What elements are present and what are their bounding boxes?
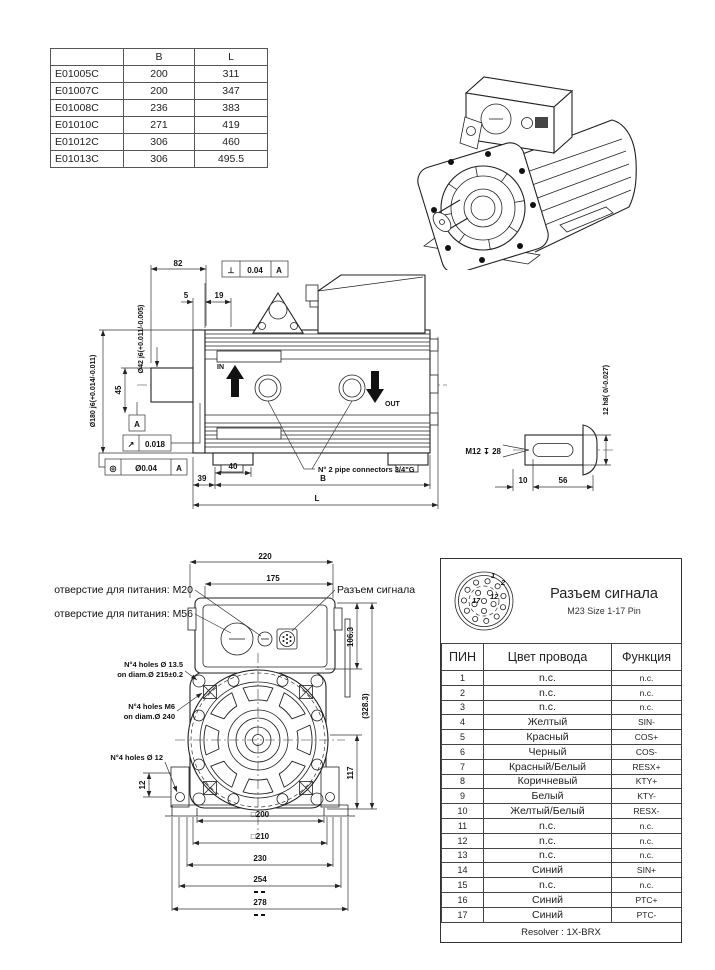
pin-table xyxy=(441,643,682,923)
wire-color: Синий xyxy=(484,863,612,878)
foot-plate-left xyxy=(171,767,189,807)
pin-row xyxy=(442,774,682,789)
l-cell: 419 xyxy=(195,117,268,134)
dim-278: 278 xyxy=(253,898,267,907)
runout-value: 0.018 xyxy=(144,440,166,449)
dim-19: 19 xyxy=(214,291,224,300)
pin-number: 13 xyxy=(442,848,484,863)
signal-connector-panel xyxy=(440,558,682,943)
pin-function: n.c. xyxy=(612,685,682,700)
dim-56: 56 xyxy=(558,476,568,485)
col-l: L xyxy=(195,49,268,66)
model-cell: E01008C xyxy=(51,100,124,117)
pin-number: 12 xyxy=(442,833,484,848)
holes-m6-line2: on diam.Ø 240 xyxy=(123,712,175,721)
pin-number: 11 xyxy=(442,818,484,833)
l-cell: 495.5 xyxy=(195,151,268,168)
key-12h8-label: 12 h8( 0/-0.027) xyxy=(603,364,610,416)
perp-value: 0.04 xyxy=(247,266,263,275)
connector-header xyxy=(441,559,681,643)
front-view-drawing xyxy=(25,553,445,945)
b-cell: 200 xyxy=(124,66,195,83)
label-m56: отверстие для питания: M56 xyxy=(54,608,193,620)
dim-210: □210 xyxy=(250,832,270,841)
dim-200: □200 xyxy=(250,810,270,819)
pin-function: n.c. xyxy=(612,818,682,833)
l-cell: 460 xyxy=(195,134,268,151)
pin-function: n.c. xyxy=(612,700,682,715)
signal-connector-front xyxy=(277,629,297,649)
side-view-drawing xyxy=(85,255,645,540)
runout-symbol: ↗ xyxy=(127,440,135,449)
shaft-end-detail xyxy=(465,365,611,491)
pin-label-17: 17 xyxy=(472,596,481,605)
pin-function: PTC- xyxy=(612,907,682,922)
connector-pictogram xyxy=(441,558,527,644)
dim-82: 82 xyxy=(173,259,183,268)
pipe-connectors-note: N° 2 pipe connectors 3/4"G xyxy=(318,465,415,474)
pin-function: KTY+ xyxy=(612,774,682,789)
pin-table-header xyxy=(442,644,682,671)
pin-label-1: 1 xyxy=(491,571,496,580)
pin-row xyxy=(442,907,682,922)
pin-row xyxy=(442,892,682,907)
pin-row xyxy=(442,671,682,686)
wire-color: Синий xyxy=(484,892,612,907)
conc-value: Ø0.04 xyxy=(135,464,157,473)
dim-b: B xyxy=(320,474,326,483)
wire-color: n.c. xyxy=(484,878,612,893)
pin-function: n.c. xyxy=(612,848,682,863)
dim-230: 230 xyxy=(253,854,267,863)
b-cell: 271 xyxy=(124,117,195,134)
table-row xyxy=(51,66,268,83)
perpendicularity-tolerance-frame xyxy=(222,261,288,277)
datum-a-label: A xyxy=(134,420,140,429)
dim-39: 39 xyxy=(197,474,207,483)
pin-function: RESX- xyxy=(612,804,682,819)
model-cell: E01010C xyxy=(51,117,124,134)
table-row xyxy=(51,134,268,151)
table-row xyxy=(51,83,268,100)
pin-row xyxy=(442,759,682,774)
model-cell: E01012C xyxy=(51,134,124,151)
dim-175: 175 xyxy=(266,574,280,583)
dim-328-3: (328.3) xyxy=(361,693,370,719)
dim-117: 117 xyxy=(346,766,355,780)
holes-135-line1: N°4 holes Ø 13.5 xyxy=(124,660,183,669)
concentricity-tolerance-frame xyxy=(99,453,187,475)
pin-row xyxy=(442,685,682,700)
perp-symbol: ⊥ xyxy=(227,266,235,275)
pin-function: KTY- xyxy=(612,789,682,804)
pin-function: SIN+ xyxy=(612,863,682,878)
thread-m12-label: M12 ↧ 28 xyxy=(465,447,501,456)
cable-gland-side xyxy=(306,285,318,301)
col-function: Функция xyxy=(612,644,682,671)
holes-m6-line1: N°4 holes M6 xyxy=(128,702,175,711)
pin-number: 17 xyxy=(442,907,484,922)
l-cell: 311 xyxy=(195,66,268,83)
lifting-bracket xyxy=(460,117,482,149)
pin-number: 8 xyxy=(442,774,484,789)
pin-row xyxy=(442,700,682,715)
b-cell: 200 xyxy=(124,83,195,100)
connector-subtitle: M23 Size 1-17 Pin xyxy=(567,606,641,616)
wire-color: Белый xyxy=(484,789,612,804)
pin-row xyxy=(442,804,682,819)
dia-42-label: Ø42 j6(+0.011/-0.005) xyxy=(138,304,145,374)
table-header-row xyxy=(51,49,268,66)
table-row xyxy=(51,100,268,117)
holes-135-line2: on diam.Ø 215±0.2 xyxy=(117,670,183,679)
dim-5: 5 xyxy=(183,291,189,300)
pin-number: 4 xyxy=(442,715,484,730)
wire-color: n.c. xyxy=(484,700,612,715)
pin-number: 14 xyxy=(442,863,484,878)
shaft xyxy=(151,368,193,402)
conc-datum: A xyxy=(176,464,182,473)
dia-180-label: Ø180 j6(+0.014/-0.011) xyxy=(90,354,97,428)
wire-color: Черный xyxy=(484,744,612,759)
resolver-note: Resolver : 1X-BRX xyxy=(521,926,601,938)
pin-row xyxy=(442,878,682,893)
pin-function: COS- xyxy=(612,744,682,759)
wire-color: n.c. xyxy=(484,818,612,833)
b-cell: 306 xyxy=(124,151,195,168)
pin-row xyxy=(442,848,682,863)
wire-color: n.c. xyxy=(484,848,612,863)
model-dimension-table xyxy=(50,48,268,168)
dim-l: L xyxy=(314,494,320,503)
rear-foot xyxy=(560,207,613,232)
wire-color: n.c. xyxy=(484,671,612,686)
pin-row xyxy=(442,715,682,730)
pin-number: 9 xyxy=(442,789,484,804)
dim-40: 40 xyxy=(228,462,238,471)
pin-function: COS+ xyxy=(612,730,682,745)
pin-function: RESX+ xyxy=(612,759,682,774)
l-cell: 383 xyxy=(195,100,268,117)
connector-title: Разъем сигнала xyxy=(550,586,658,602)
table-row xyxy=(51,151,268,168)
col-model xyxy=(51,49,124,66)
foot-plate-right xyxy=(321,767,339,807)
isometric-motor-view xyxy=(408,55,678,270)
holes-12-note: N°4 holes Ø 12 xyxy=(110,753,163,762)
b-cell: 236 xyxy=(124,100,195,117)
flange-plate xyxy=(193,330,205,453)
wire-color: n.c. xyxy=(484,685,612,700)
pin-row xyxy=(442,744,682,759)
dim-220: 220 xyxy=(258,553,272,561)
pin-row xyxy=(442,818,682,833)
conc-symbol: ◎ xyxy=(109,464,117,473)
pin-number: 15 xyxy=(442,878,484,893)
model-cell: E01007C xyxy=(51,83,124,100)
pin-function: n.c. xyxy=(612,878,682,893)
col-wire-color: Цвет провода xyxy=(484,644,612,671)
wire-color: Красный/Белый xyxy=(484,759,612,774)
pin-number: 3 xyxy=(442,700,484,715)
dim-12: 12 xyxy=(138,780,147,790)
pin-number: 7 xyxy=(442,759,484,774)
l-cell: 347 xyxy=(195,83,268,100)
label-signal-connector: Разъем сигнала xyxy=(337,584,416,596)
dim-106-3: 106.3 xyxy=(346,626,355,648)
pin-number: 1 xyxy=(442,671,484,686)
model-cell: E01013C xyxy=(51,151,124,168)
pin-row xyxy=(442,833,682,848)
wire-color: Желтый xyxy=(484,715,612,730)
in-label: IN xyxy=(217,364,224,371)
pin-function: n.c. xyxy=(612,671,682,686)
pin-row xyxy=(442,863,682,878)
perp-datum: A xyxy=(276,266,282,275)
pin-function: n.c. xyxy=(612,833,682,848)
dim-254: 254 xyxy=(253,875,267,884)
pin-number: 5 xyxy=(442,730,484,745)
dim-45: 45 xyxy=(114,385,123,395)
pin-number: 2 xyxy=(442,685,484,700)
foot-right xyxy=(388,453,428,465)
col-b: B xyxy=(124,49,195,66)
wire-color: Синий xyxy=(484,907,612,922)
label-m20: отверстие для питания: M20 xyxy=(54,584,193,596)
pin-number: 10 xyxy=(442,804,484,819)
keyway-slot xyxy=(533,444,573,457)
pin-number: 16 xyxy=(442,892,484,907)
pin-function: SIN- xyxy=(612,715,682,730)
signal-connector-iso xyxy=(535,117,548,128)
pin-label-2: 2 xyxy=(501,578,506,587)
wire-color: n.c. xyxy=(484,833,612,848)
pin-function: PTC+ xyxy=(612,892,682,907)
out-label: OUT xyxy=(385,401,400,408)
pin-number: 6 xyxy=(442,744,484,759)
wire-color: Коричневый xyxy=(484,774,612,789)
dim-10: 10 xyxy=(518,476,528,485)
table-row xyxy=(51,117,268,134)
pin-row xyxy=(442,730,682,745)
b-cell: 306 xyxy=(124,134,195,151)
model-cell: E01005C xyxy=(51,66,124,83)
wire-color: Желтый/Белый xyxy=(484,804,612,819)
wire-color: Красный xyxy=(484,730,612,745)
pin-row xyxy=(442,789,682,804)
col-pin: ПИН xyxy=(442,644,484,671)
pin-label-12: 12 xyxy=(490,592,499,601)
